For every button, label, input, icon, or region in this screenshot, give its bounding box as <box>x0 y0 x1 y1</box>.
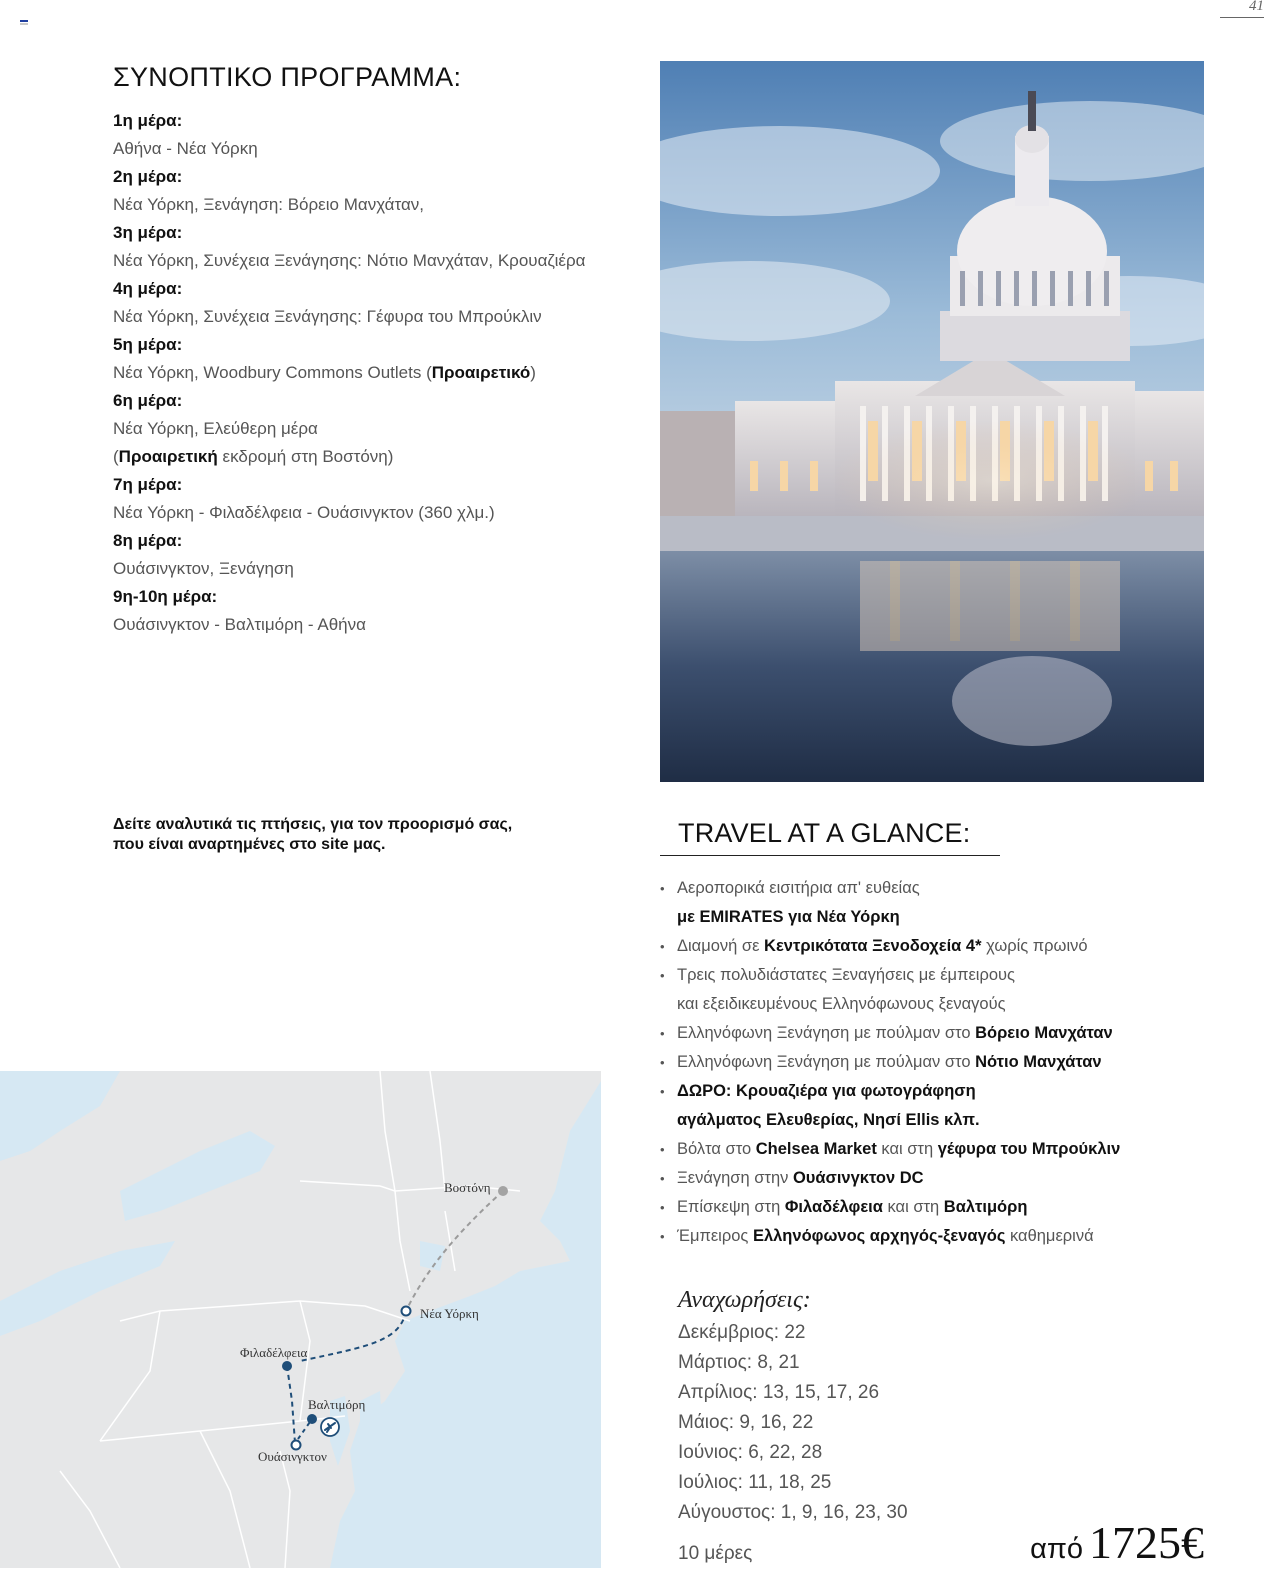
glance-item <box>660 1164 1220 1193</box>
day-text: Ουάσινγκτον, Ξενάγηση <box>113 559 294 578</box>
day-label: 3η μέρα: <box>113 223 183 242</box>
day-text: Νέα Υόρκη, Ξενάγηση: Βόρειο Μανχάταν, <box>113 195 425 214</box>
glance-text: Έμπειρος <box>677 1227 753 1245</box>
glance-title: TRAVEL AT A GLANCE: <box>678 818 971 848</box>
glance-item <box>660 1222 1220 1251</box>
price <box>1030 1516 1204 1569</box>
price-from-label: από <box>1030 1533 1083 1565</box>
glance-item <box>660 961 1220 1019</box>
flights-note-line: που είναι αναρτημένες στο site μας. <box>113 836 386 853</box>
glance-highlight: Chelsea Market <box>755 1140 877 1158</box>
day-text-part: εκδρομή στη Βοστόνη) <box>217 447 394 466</box>
departure-month: Δεκέμβριος: 22 <box>678 1322 806 1343</box>
day-text: Νέα Υόρκη, Συνέχεια Ξενάγησης: Νότιο Μανχάταν, Κρουαζιέρα <box>113 251 586 270</box>
day-text-part: ) <box>530 363 536 382</box>
day-item <box>113 583 633 639</box>
day-label: 1η μέρα: <box>113 111 183 130</box>
glance-highlight: ΔΩΡΟ: Κρουαζιέρα για φωτογράφηση <box>677 1082 976 1100</box>
price-amount: 1725€ <box>1089 1517 1204 1568</box>
airplane-icon <box>321 1418 339 1436</box>
flag-icon <box>20 20 28 27</box>
day-text-part: ( <box>113 447 119 466</box>
day-item <box>113 275 633 331</box>
day-item <box>113 219 633 275</box>
departures-list <box>678 1318 908 1528</box>
glance-item <box>660 1048 1220 1077</box>
glance-text: καθημερινά <box>1005 1227 1094 1245</box>
departure-month: Αύγουστος: 1, 9, 16, 23, 30 <box>678 1502 908 1523</box>
city-label-baltimore: Βαλτιμόρη <box>308 1397 366 1412</box>
glance-highlight: Κεντρικότατα Ξενοδοχεία 4* <box>764 937 982 955</box>
glance-divider <box>660 855 1000 856</box>
glance-list <box>660 874 1220 1251</box>
glance-highlight: με EMIRATES για Νέα Υόρκη <box>677 908 900 926</box>
day-text: Αθήνα - Νέα Υόρκη <box>113 139 258 158</box>
day-item <box>113 331 633 387</box>
day-label: 6η μέρα: <box>113 391 183 410</box>
glance-highlight: Νότιο Μανχάταν <box>975 1053 1102 1071</box>
day-label: 5η μέρα: <box>113 335 183 354</box>
program-section <box>113 62 633 639</box>
day-text: Νέα Υόρκη, Ελεύθερη μέρα <box>113 419 318 438</box>
day-item <box>113 107 633 163</box>
glance-item <box>660 1193 1220 1222</box>
glance-text: Ελληνόφωνη Ξενάγηση με πούλμαν στο <box>677 1024 976 1042</box>
glance-text: Επίσκεψη στη <box>677 1198 785 1216</box>
glance-text: χωρίς πρωινό <box>981 937 1088 955</box>
departure-month: Απρίλιος: 13, 15, 17, 26 <box>678 1382 880 1403</box>
departure-month: Ιούλιος: 11, 18, 25 <box>678 1472 832 1493</box>
glance-text: Διαμονή σε <box>677 937 765 955</box>
glance-text: Ελληνόφωνη Ξενάγηση με πούλμαν στο <box>677 1053 976 1071</box>
glance-highlight: Βαλτιμόρη <box>943 1198 1028 1216</box>
glance-highlight: Ελληνόφωνος αρχηγός-ξεναγός <box>752 1227 1006 1245</box>
day-text <box>113 359 633 387</box>
glance-item <box>660 1135 1220 1164</box>
city-label-boston: Βοστόνη <box>444 1180 491 1195</box>
glance-highlight: γέφυρα του Μπρούκλιν <box>937 1140 1121 1158</box>
day-label: 2η μέρα: <box>113 167 183 186</box>
day-text <box>113 443 633 471</box>
departure-month: Ιούνιος: 6, 22, 28 <box>678 1442 823 1463</box>
glance-item <box>660 1077 1220 1135</box>
city-label-philadelphia: Φιλαδέλφεια <box>240 1345 308 1360</box>
program-title: ΣΥΝΟΠΤΙΚΟ ΠΡΟΓΡΑΜΜΑ: <box>113 62 462 92</box>
day-label: 4η μέρα: <box>113 279 183 298</box>
glance-highlight: Βόρειο Μανχάταν <box>975 1024 1113 1042</box>
glance-highlight: Φιλαδέλφεια <box>784 1198 883 1216</box>
departure-month: Μάιος: 9, 16, 22 <box>678 1412 814 1433</box>
glance-text: και εξειδικευμένους Ελληνόφωνους ξεναγούς <box>677 995 1006 1013</box>
optional-tag: Προαιρετική <box>118 447 218 466</box>
day-label: 7η μέρα: <box>113 475 183 494</box>
departure-month: Μάρτιος: 8, 21 <box>678 1352 800 1373</box>
baltimore-marker <box>307 1414 317 1424</box>
boston-marker <box>498 1186 508 1196</box>
city-label-washington: Ουάσινγκτον <box>258 1449 327 1464</box>
day-label: 9η-10η μέρα: <box>113 587 218 606</box>
philadelphia-marker <box>282 1361 292 1371</box>
glance-text: Τρεις πολυδιάστατες Ξεναγήσεις με έμπειρους <box>677 966 1016 984</box>
flights-note-line: Δείτε αναλυτικά τις πτήσεις, για τον προορισμό σας, <box>113 816 513 833</box>
glance-text: Αεροπορικά εισιτήρια απ' ευθείας <box>677 879 920 897</box>
day-text-part: Νέα Υόρκη, Woodbury Commons Outlets ( <box>113 363 432 382</box>
glance-item <box>660 1019 1220 1048</box>
departures-title: Αναχωρήσεις: <box>678 1287 811 1313</box>
optional-tag: Προαιρετικό <box>431 363 531 382</box>
glance-highlight: Ουάσινγκτον DC <box>792 1169 924 1187</box>
day-item <box>113 527 633 583</box>
day-item <box>113 163 633 219</box>
route-map <box>0 1071 601 1568</box>
glance-item <box>660 932 1220 961</box>
glance-highlight: αγάλματος Ελευθερίας, Νησί Ellis κλπ. <box>677 1111 980 1129</box>
glance-text: και στη <box>876 1140 938 1158</box>
trip-duration: 10 μέρες <box>678 1543 753 1564</box>
day-text: Ουάσινγκτον - Βαλτιμόρη - Αθήνα <box>113 615 366 634</box>
flights-note <box>113 815 573 855</box>
new-york-marker <box>402 1307 411 1316</box>
day-text: Νέα Υόρκη - Φιλαδέλφεια - Ουάσινγκτον (360 χλμ.) <box>113 503 495 522</box>
capitol-photo <box>660 61 1204 782</box>
glance-text: Βόλτα στο <box>677 1140 756 1158</box>
day-item <box>113 471 633 527</box>
city-label-new-york: Νέα Υόρκη <box>420 1306 479 1321</box>
day-item <box>113 387 633 471</box>
day-label: 8η μέρα: <box>113 531 183 550</box>
glance-text: και στη <box>882 1198 944 1216</box>
page-number: 41 <box>1220 0 1264 18</box>
glance-text: Ξενάγηση στην <box>677 1169 793 1187</box>
day-text: Νέα Υόρκη, Συνέχεια Ξενάγησης: Γέφυρα του Μπρούκλιν <box>113 307 542 326</box>
glance-item <box>660 874 1220 932</box>
